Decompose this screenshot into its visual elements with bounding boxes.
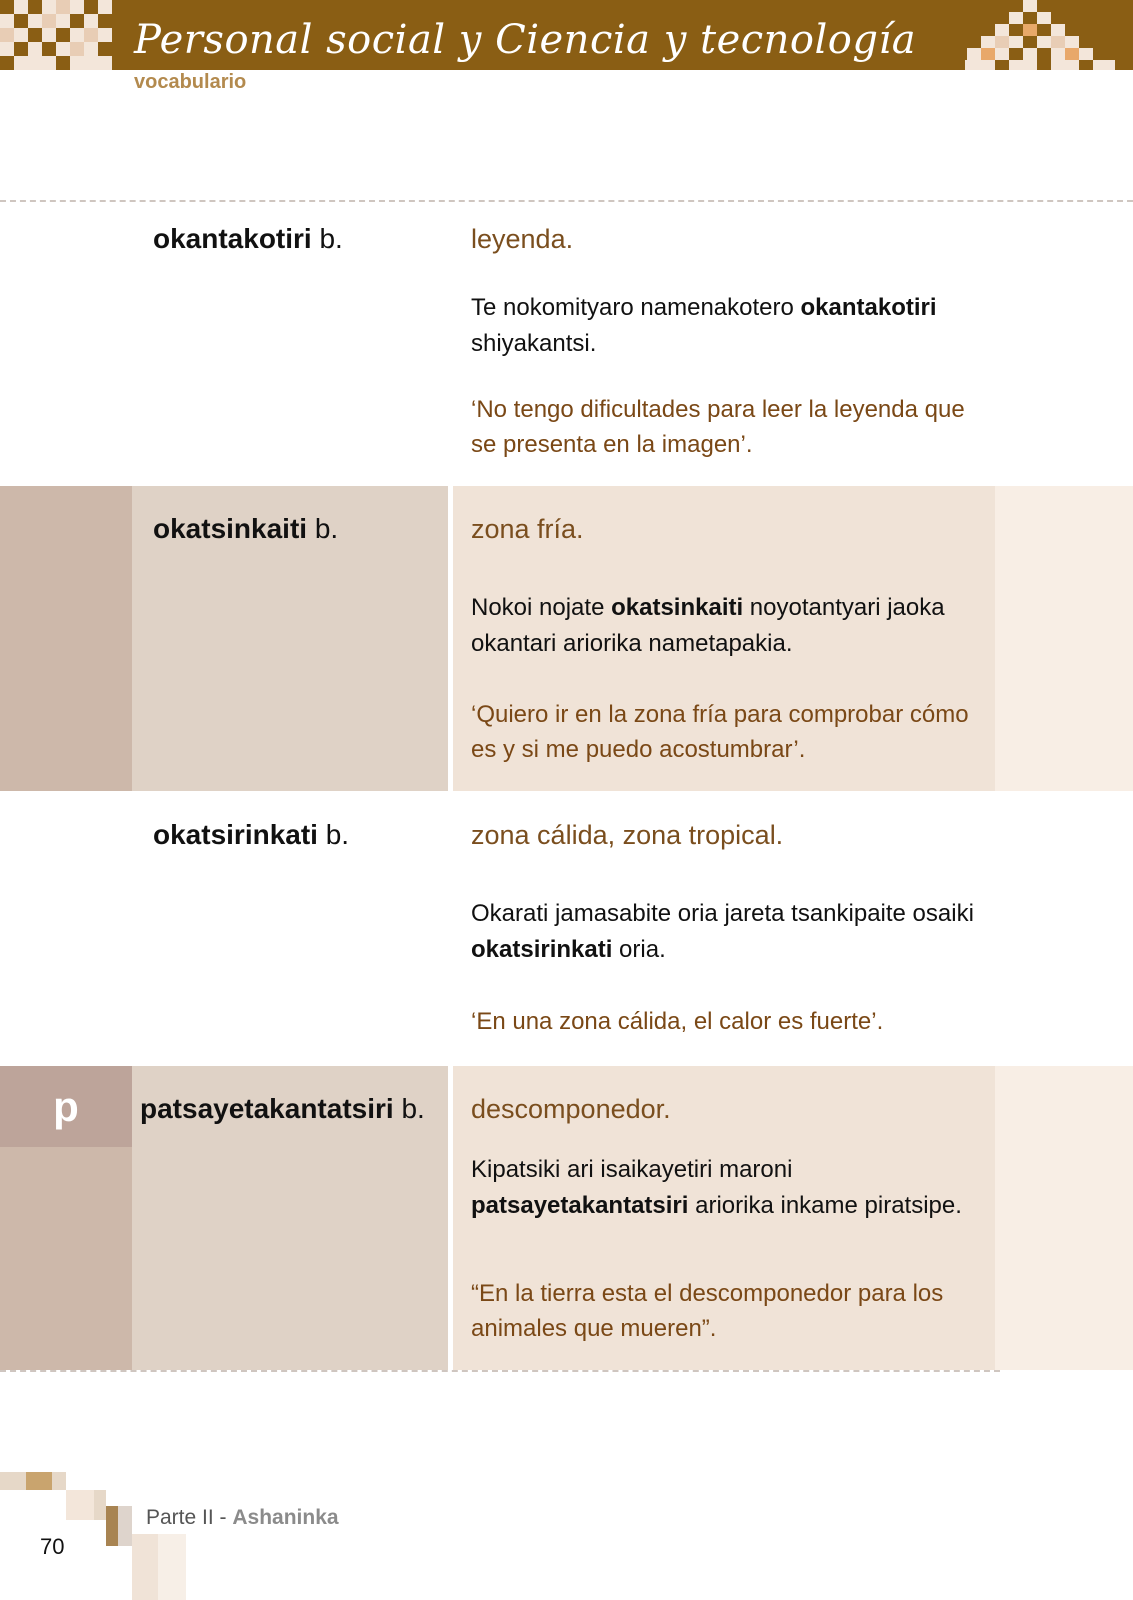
section-letter-tab: p [0, 1066, 132, 1147]
entry-meaning: leyenda. [471, 224, 574, 254]
entry-example: Kipatsiki ari isaikayetiri maroni patsayetakantatsiri ariorika inkame piratsipe. [471, 1156, 962, 1219]
footer-pattern [0, 1472, 190, 1600]
header-right-pattern [965, 0, 1115, 70]
page-number: 70 [40, 1534, 65, 1559]
entry-example: Te nokomityaro namenakotero okantakotiri shiyakantsi. [471, 294, 937, 357]
bottom-separator [0, 1370, 1000, 1372]
page-title: Personal social y Ciencia y tecnología [134, 17, 917, 63]
entry-translation: ‘En una zona cálida, el calor es fuerte’. [471, 1008, 884, 1035]
footer-part-label: Parte II - Ashaninka [146, 1506, 339, 1529]
entry-meaning: descomponedor. [471, 1094, 671, 1124]
entry-term: patsayetakantatsiri b. [140, 1093, 425, 1124]
top-separator [0, 200, 1133, 202]
entry-translation: “En la tierra esta el descomponedor para los animales que mueren”. [471, 1280, 944, 1342]
entry-meaning: zona cálida, zona tropical. [471, 820, 784, 850]
entry-term: okatsinkaiti b. [153, 513, 339, 544]
entry-example: Nokoi nojate okatsinkaiti noyotantyari jaoka okantari ariorika nametapakia. [471, 594, 945, 657]
entry-term: okatsirinkati b. [153, 819, 350, 850]
entry-translation: ‘Quiero ir en la zona fría para comprobar cómo es y si me puedo acostumbrar’. [471, 701, 969, 763]
header-left-pattern [0, 0, 120, 70]
entry-meaning: zona fría. [471, 514, 584, 544]
entry-term: okantakotiri b. [153, 223, 343, 254]
page-subtitle: vocabulario [134, 71, 247, 93]
entry-translation: ‘No tengo dificultades para leer la leyenda que se presenta en la imagen’. [471, 396, 965, 458]
entry-example: Okarati jamasabite oria jareta tsankipaite osaiki okatsirinkati oria. [471, 900, 974, 963]
